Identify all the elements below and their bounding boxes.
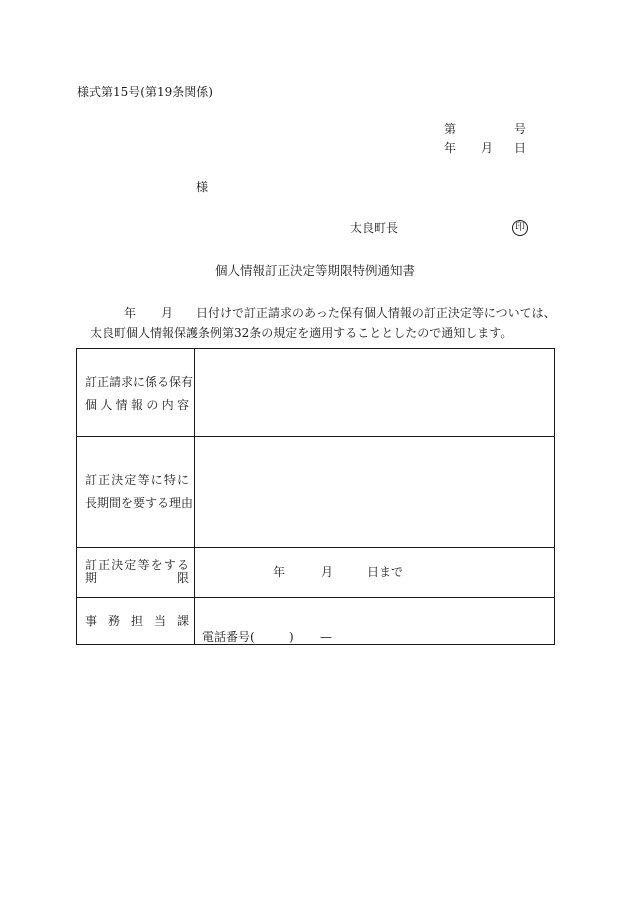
row2-label-line1: 訂正決定等に特に [85,473,189,487]
body-line1-text: 日付けで訂正請求のあった保有個人情報の訂正決定等については、 [196,306,556,320]
row1-label-line1: 訂正請求に係る保有 [85,375,194,389]
phone-label: 電話番号( [202,630,255,644]
body-month: 月 [161,306,174,320]
body-line-2: 太良町個人情報保護条例第32条の規定を適用することとしたので通知します。 [90,326,513,340]
label-cell [77,349,195,436]
row2-label-line2: 長期間を要する理由 [85,496,194,510]
table-row-reason [77,436,554,548]
doc-number-suffix: 号 [513,122,526,136]
table-row-deadline [77,547,554,598]
body-year: 年 [124,306,137,320]
label-cell [77,436,195,547]
document-title: 個人情報訂正決定等期限特例通知書 [214,263,415,278]
doc-number-prefix: 第 [444,122,457,136]
phone-close: ) [289,630,294,644]
table-row-content [77,349,554,437]
issuer-name: 太良町長 [350,221,399,235]
row4-label: 事務担当課 [85,614,189,628]
deadline-month: 月 [321,565,334,579]
label-cell [77,547,195,597]
date-month: 月 [481,141,494,155]
deadline-until: 日まで [367,565,404,579]
form-table [76,348,555,645]
addressee-suffix: 様 [196,180,209,194]
deadline-year: 年 [273,565,286,579]
form-number: 様式第15号(第19条関係) [77,85,213,99]
row3-label-line1: 訂正決定等をする [85,558,189,572]
phone-dash: — [320,630,332,644]
date-day: 日 [513,141,526,155]
table-row-department [77,597,554,644]
label-cell [77,597,195,644]
date-year: 年 [444,141,457,155]
row3-label-gen: 限 [176,571,189,585]
seal-mark: 印 [512,220,528,236]
row3-label-ki: 期 [85,571,98,585]
row1-label-line2: 個人情報の内容 [85,398,189,412]
